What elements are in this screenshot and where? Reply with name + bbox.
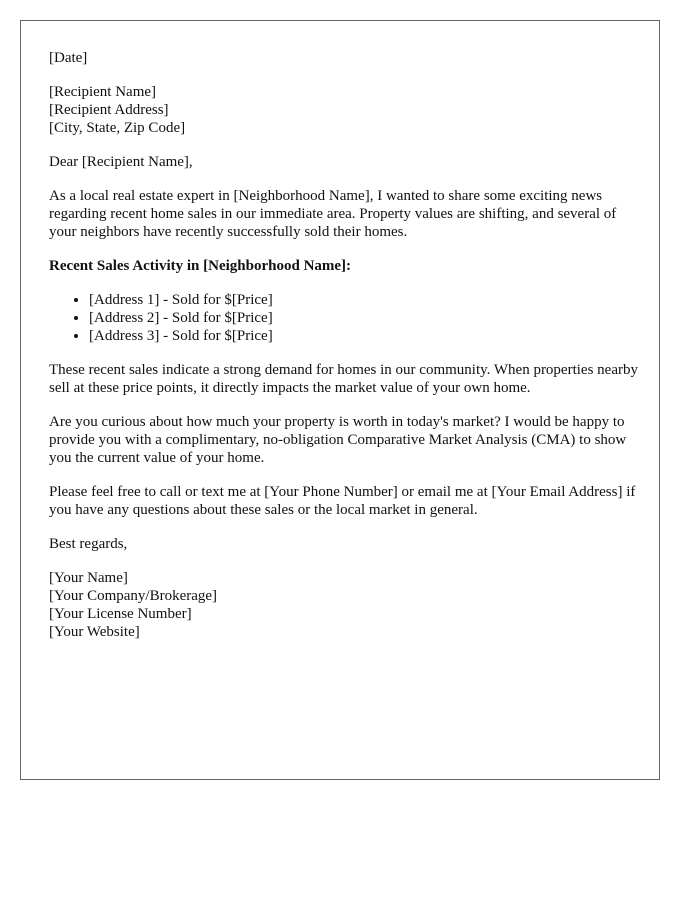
list-item: • [Address 3] - Sold for $[Price]: [89, 327, 639, 345]
list-item: • [Address 2] - Sold for $[Price]: [89, 309, 639, 327]
letter-body: [49, 49, 639, 657]
salutation: Dear [Recipient Name],: [49, 154, 193, 170]
recipient-city-state-zip: [City, State, Zip Code]: [49, 120, 186, 136]
letter-date: [Date]: [49, 50, 88, 66]
recipient-block: [49, 83, 639, 137]
signature-name: [Your Name]: [49, 570, 128, 586]
recipient-name: [Recipient Name]: [49, 84, 157, 100]
demand-paragraph: These recent sales indicate a strong demand for homes in our community. When properties nearby sell at these price points, it directly impacts the market value of your own home.: [49, 362, 638, 396]
sales-heading: Recent Sales Activity in [Neighborhood Name]:: [49, 258, 352, 274]
letter-page: [20, 20, 660, 780]
cma-paragraph: Are you curious about how much your property is worth in today's market? I would be happy to provide you with a complimentary, no-obligation Comparative Market Analysis (CMA) to show you the current value of your home.: [49, 414, 627, 466]
signature-block: [49, 569, 639, 641]
date-block: [49, 49, 639, 67]
signature-website: [Your Website]: [49, 624, 140, 640]
sales-list: [49, 291, 639, 345]
recipient-address: [Recipient Address]: [49, 102, 169, 118]
closing: Best regards,: [49, 536, 128, 552]
signature-license: [Your License Number]: [49, 606, 192, 622]
signature-company: [Your Company/Brokerage]: [49, 588, 218, 604]
list-item: • [Address 1] - Sold for $[Price]: [89, 291, 639, 309]
intro-paragraph: As a local real estate expert in [Neighborhood Name], I wanted to share some exciting news regarding recent home sales in our immediate area. Property values are shifting, and several of your neighbors have recently successfully sold their homes.: [49, 188, 617, 240]
contact-paragraph: Please feel free to call or text me at [Your Phone Number] or email me at [Your Email Address] if you have any questions about these sales or the local market in general.: [49, 484, 636, 518]
